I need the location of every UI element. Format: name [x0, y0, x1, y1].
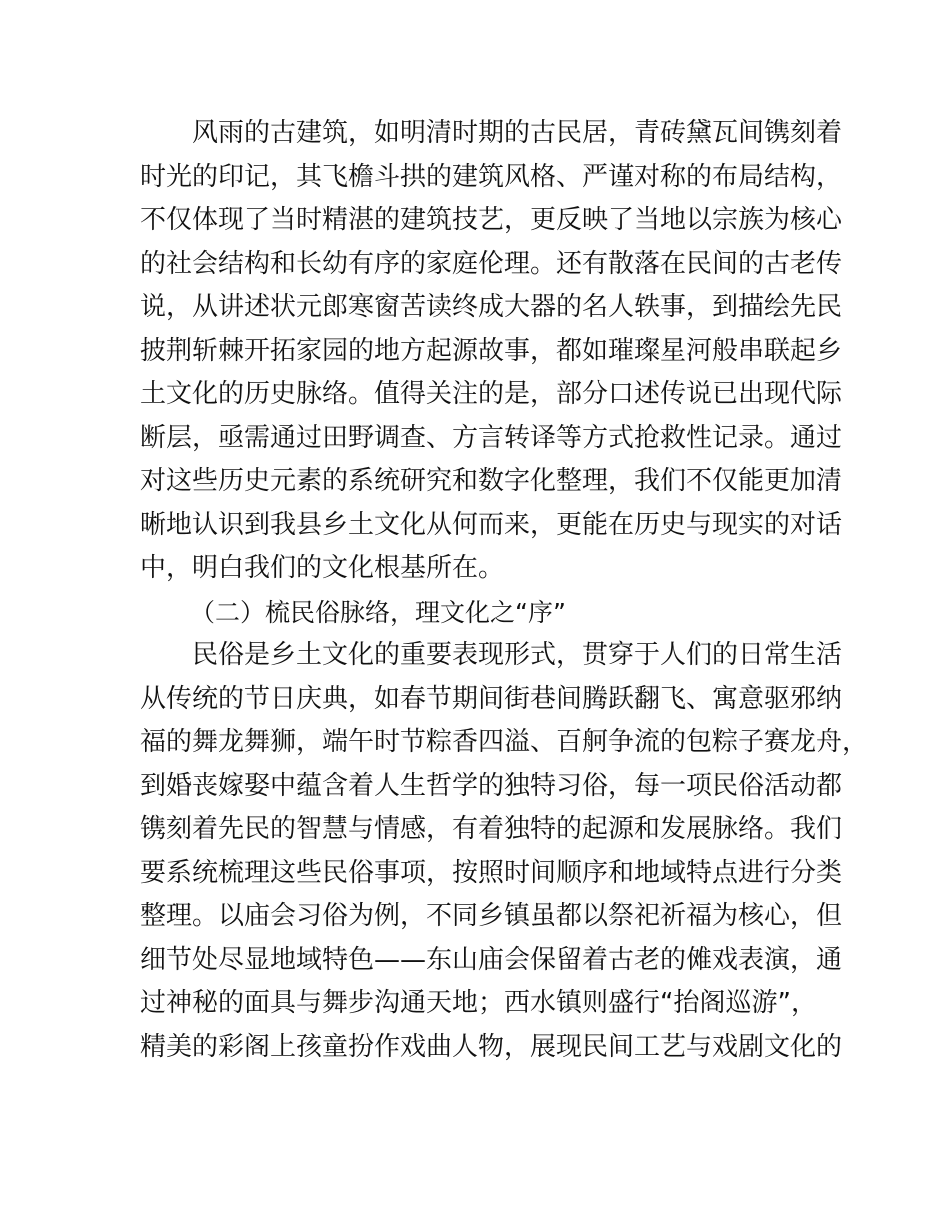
text-line: 福的舞龙舞狮，端午时节粽香四溢、百舸争流的包粽子赛龙舟，: [140, 727, 869, 757]
text-line: 的社会结构和长幼有序的家庭伦理。还有散落在民间的古老传: [140, 248, 843, 279]
section-heading: （二）梳民俗脉络，理文化之“序”: [190, 597, 566, 627]
text-line: 精美的彩阁上孩童扮作戏曲人物，展现民间工艺与戏剧文化的: [140, 1031, 843, 1062]
text-line: 民俗是乡土文化的重要表现形式，贯穿于人们的日常生活: [192, 640, 843, 670]
paragraph-folk-customs: [140, 634, 869, 1069]
paragraph-architecture: [140, 112, 843, 591]
text-line: 对这些历史元素的系统研究和数字化整理，我们不仅能更加清: [140, 466, 843, 496]
text-line: 土文化的历史脉络。值得关注的是，部分口述传说已出现代际: [140, 379, 843, 409]
text-line: 从传统的节日庆典，如春节期间街巷间腾跃翻飞、寓意驱邪纳: [140, 683, 843, 714]
document-body: [140, 112, 869, 1069]
text-line: 不仅体现了当时精湛的建筑技艺，更反映了当地以宗族为核心: [140, 205, 843, 235]
text-line: 过神秘的面具与舞步沟通天地；西水镇则盛行“抬阁巡游”，: [140, 988, 817, 1018]
text-line: 镌刻着先民的智慧与情感，有着独特的起源和发展脉络。我们: [140, 814, 843, 844]
text-line: 要系统梳理这些民俗事项，按照时间顺序和地域特点进行分类: [140, 857, 843, 888]
text-line: 时光的印记，其飞檐斗拱的建筑风格、严谨对称的布局结构，: [140, 161, 843, 192]
text-line: 说，从讲述状元郎寒窗苦读终成大器的名人轶事，到描绘先民: [140, 292, 843, 322]
text-line: 中，明白我们的文化根基所在。: [140, 553, 505, 583]
text-line: 整理。以庙会习俗为例，不同乡镇虽都以祭祀祈福为核心，但: [140, 901, 843, 931]
text-line: 披荆斩棘开拓家园的地方起源故事，都如璀璨星河般串联起乡: [140, 335, 843, 366]
text-line: 细节处尽显地域特色——东山庙会保留着古老的傩戏表演，通: [140, 944, 843, 975]
text-line: 到婚丧嫁娶中蕴含着人生哲学的独特习俗，每一项民俗活动都: [140, 770, 843, 801]
text-line: 晰地认识到我县乡土文化从何而来，更能在历史与现实的对话: [140, 509, 843, 540]
text-line: 断层，亟需通过田野调查、方言转译等方式抢救性记录。通过: [140, 422, 843, 453]
text-line: 风雨的古建筑，如明清时期的古民居，青砖黛瓦间镌刻着: [192, 118, 843, 148]
